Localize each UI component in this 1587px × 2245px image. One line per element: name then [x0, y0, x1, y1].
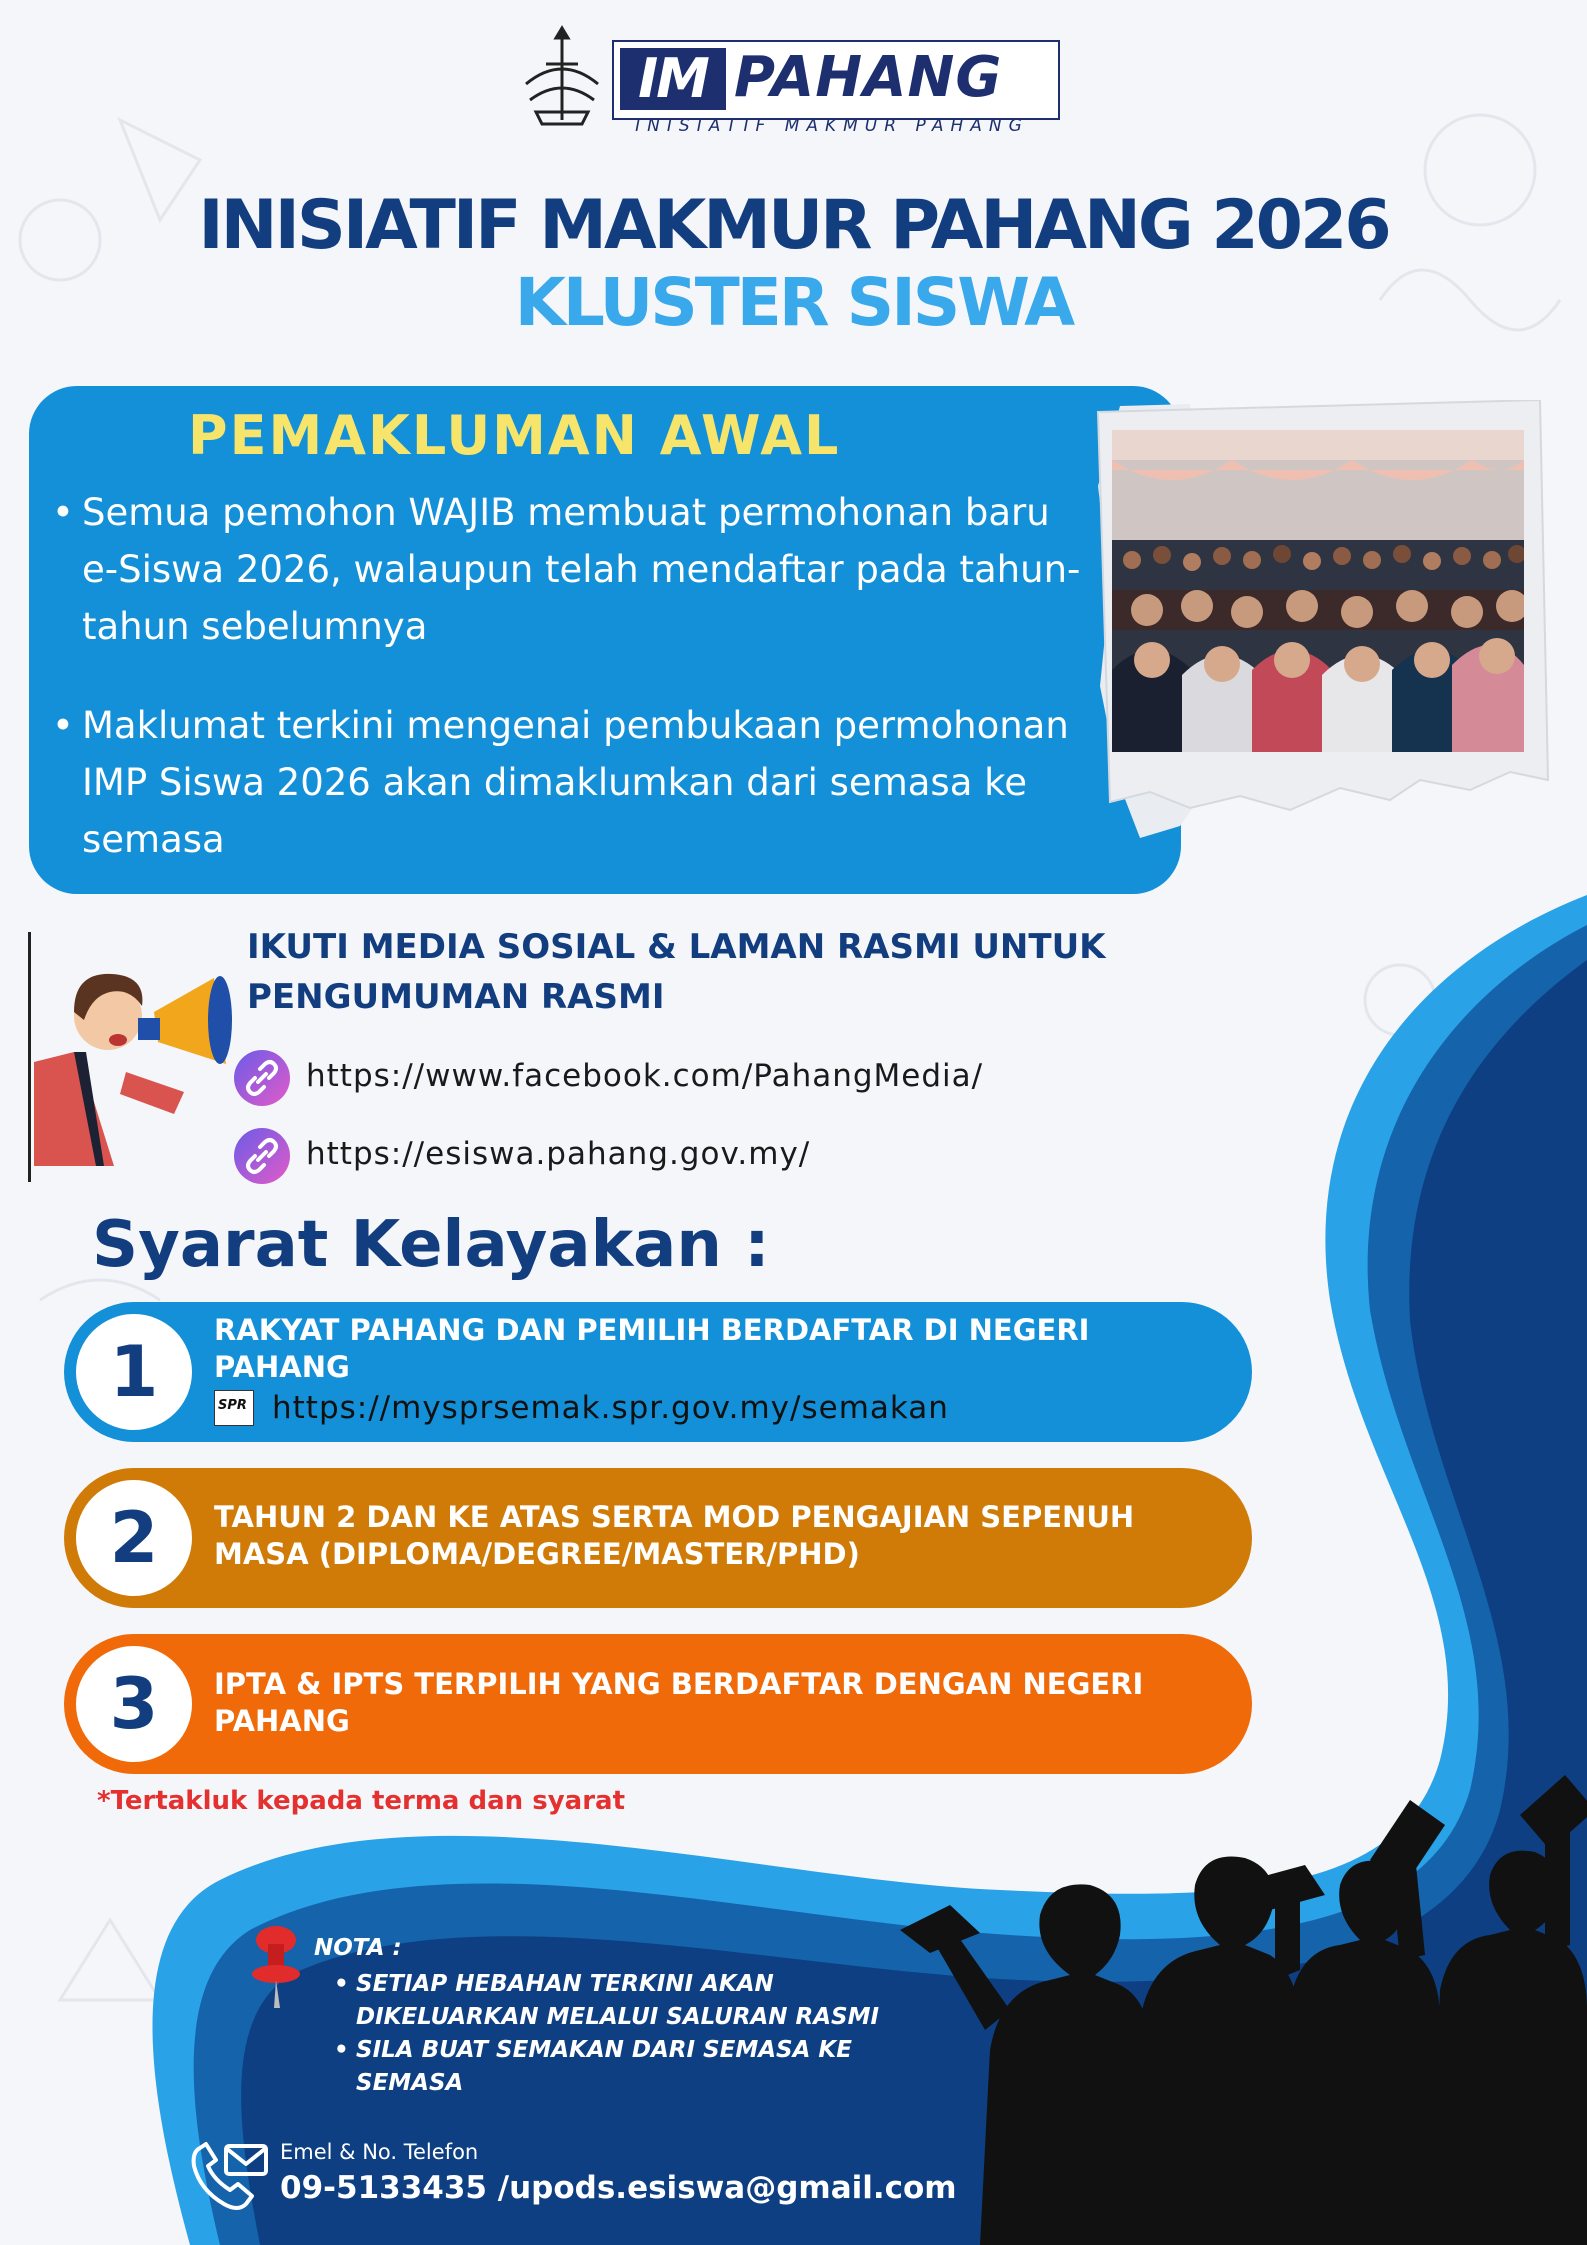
facebook-link-text[interactable]: https://www.facebook.com/PahangMedia/ [306, 1058, 984, 1094]
eligibility-item-1 [64, 1302, 1252, 1442]
terms-note: *Tertakluk kepada terma dan syarat [97, 1786, 626, 1816]
eligibility-number: 2 [70, 1474, 198, 1602]
crowd-photo-art [1112, 430, 1524, 752]
nota-item: • SETIAP HEBAHAN TERKINI AKAN DIKELUARKAN MELALUI SALURAN RASMI [334, 1968, 894, 2034]
megaphone-man-icon [34, 952, 234, 1166]
eligibility-item-3 [64, 1634, 1252, 1774]
social-heading: IKUTI MEDIA SOSIAL & LAMAN RASMI UNTUK PENGUMUMAN RASMI [247, 927, 1106, 1017]
nota-item: • SILA BUAT SEMAKAN DARI SEMASA KE SEMASA [334, 2034, 894, 2100]
logo-im: IM [620, 48, 726, 110]
eligibility-text: TAHUN 2 DAN KE ATAS SERTA MOD PENGAJIAN SEPENUH MASA (DIPLOMA/DEGREE/MASTER/PHD) [214, 1500, 1135, 1571]
eligibility-title: Syarat Kelayakan : [92, 1208, 770, 1282]
page-subtitle: KLUSTER SISWA [514, 264, 1073, 341]
spr-link[interactable]: https://mysprsemak.spr.gov.my/semakan [272, 1390, 949, 1426]
announcement-list [48, 484, 1088, 910]
social-divider [28, 932, 31, 1182]
pushpin-icon [246, 1922, 310, 2010]
nota-label: NOTA : [314, 1935, 402, 1961]
page-title: INISIATIF MAKMUR PAHANG 2026 [198, 186, 1389, 265]
contact-value[interactable]: 09-5133435 /upods.esiswa@gmail.com [280, 2170, 957, 2206]
link-icon [234, 1050, 290, 1106]
eligibility-text: RAKYAT PAHANG DAN PEMILIH BERDAFTAR DI NEGERI PAHANG [214, 1313, 1090, 1384]
pahang-crest-icon [516, 24, 608, 132]
announcement-heading: PEMAKLUMAN AWAL [188, 404, 841, 467]
logo-word: PAHANG [734, 45, 1003, 110]
spr-icon [214, 1390, 254, 1426]
eligibility-number: 3 [70, 1640, 198, 1768]
announcement-item: • Maklumat terkini mengenai pembukaan permohonan IMP Siswa 2026 akan dimaklumkan dari semasa ke semasa [48, 697, 1088, 868]
esiswa-link-text[interactable]: https://esiswa.pahang.gov.my/ [306, 1136, 811, 1172]
phone-mail-icon [190, 2140, 270, 2214]
announcement-item: • Semua pemohon WAJIB membuat permohonan baru e-Siswa 2026, walaupun telah mendaftar pada tahun-tahun sebelumnya [48, 484, 1088, 655]
eligibility-text: IPTA & IPTS TERPILIH YANG BERDAFTAR DENGAN NEGERI PAHANG [214, 1667, 1144, 1738]
spr-badge-text: SPR [218, 1398, 247, 1413]
contact-label: Emel & No. Telefon [280, 2140, 479, 2164]
logo-tagline: INISIATIF MAKMUR PAHANG [635, 116, 1029, 136]
eligibility-number: 1 [70, 1308, 198, 1436]
link-icon [234, 1128, 290, 1184]
imp-logo [612, 40, 1060, 120]
eligibility-item-2 [64, 1468, 1252, 1608]
crowd-photo [1112, 430, 1524, 752]
nota-list [334, 1968, 894, 2100]
